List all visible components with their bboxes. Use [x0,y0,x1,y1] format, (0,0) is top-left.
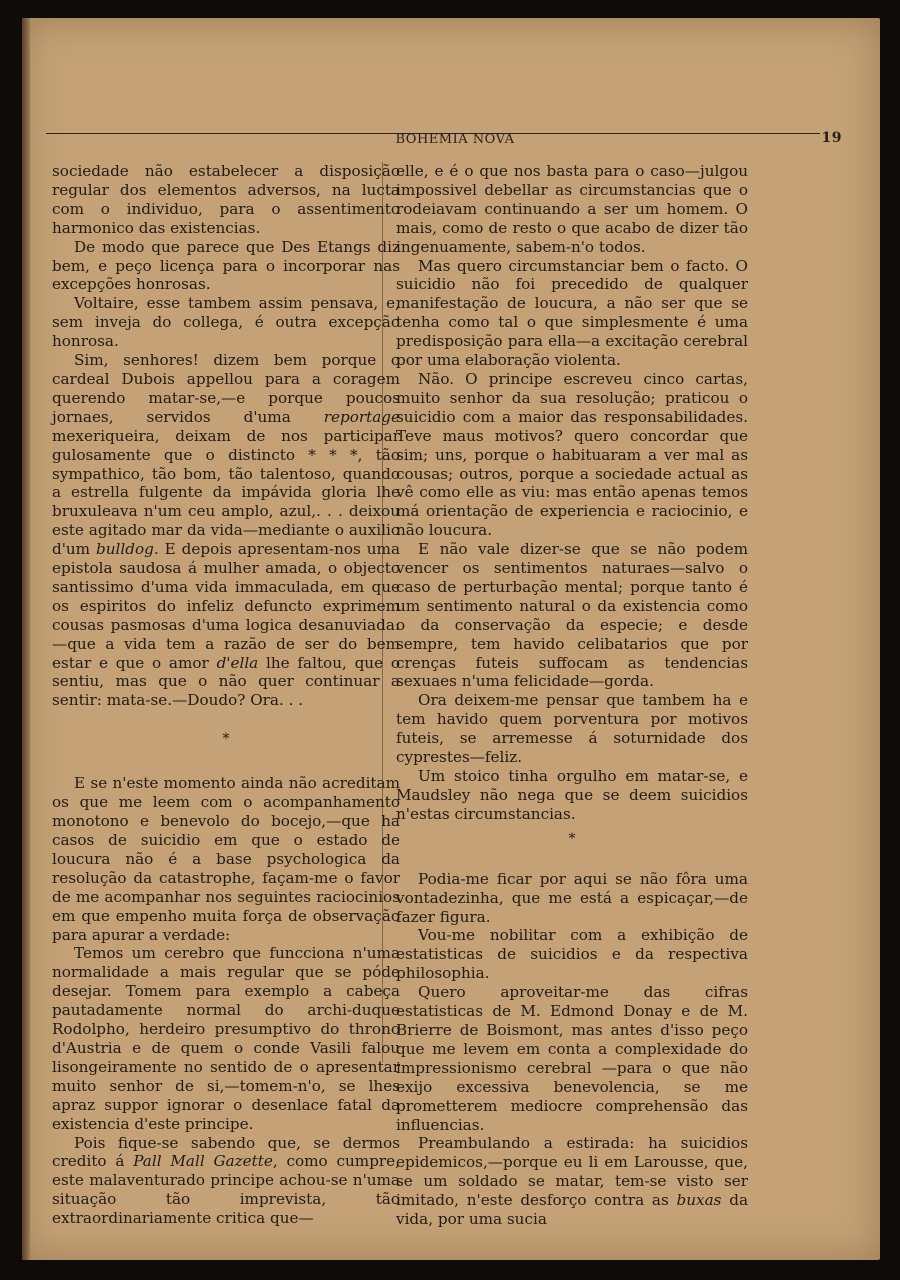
text-run: Preambulando a estirada: ha suicidios epidemicos,—porque eu li em Larousse, que, se um soldado se matar, tem-se visto ser imitado, n'este desforço contra as [396,1134,748,1210]
italic-term: buxas [676,1191,722,1210]
paragraph [52,1134,400,1229]
paragraph: Temos um cerebro que funcciona n'uma normalidade a mais regular que se póde desejar. Tomem para exemplo a cabeça pautadamente normal do archi-duque Rodolpho, herdeiro presumptivo do throno d'Austria e de quem o conde Vasili falou lisongeiramente no sentido de o apresentar muito senhor de si,—tomem-n'o, se lhes apraz suppor ignorar o desenlace fatal da existencia d'este principe. [52,944,400,1133]
paragraph: Não. O principe escreveu cinco cartas, muito senhor da sua resolução; praticou o suicidio com a maior das responsabilidades. Teve maus motivos? quero concordar que sim; uns, porque o habituaram a ver mal as cousas; outros, porque a sociedade actual as vê como elle as viu: mas então apenas temos má orientação de experiencia e raciocinio, e não loucura. [396,369,748,540]
paragraph: Ora deixem-me pensar que tambem ha e tem havido quem porventura por motivos futeis, se arremesse á soturnidade dos cyprestes—feliz. [396,691,748,767]
italic-term: d'ella [216,653,259,672]
paragraph: Podia-me ficar por aqui se não fôra uma vontadezinha, que me está a espicaçar,—de fazer figura. [396,869,748,926]
page-number: 19 [821,130,842,146]
paragraph [52,351,400,710]
right-column [396,162,748,1229]
header-rule [46,133,820,134]
running-head [68,128,842,152]
paragraph: E não vale dizer-se que se não podem vencer os sentimentos naturaes—salvo o caso de perturbação mental; porque tanto é um sentimento natural o da existencia como o da conservação da especie; e desde sempre, tem havido celibatarios que por crenças futeis suffocam as tendencias sexuaes n'uma felicidade—gorda. [396,540,748,691]
paragraph: De modo que parece que Des Etangs diz bem, e peço licença para o incorporar nas excepções honrosas. [52,237,400,294]
paragraph: Voltaire, esse tambem assim pensava, e, sem inveja do collega, é outra excepção honrosa. [52,294,400,351]
paragraph: Vou-me nobilitar com a exhibição de estatisticas de suicidios e da respectiva philosophia. [396,926,748,983]
paragraph: E se n'este momento ainda não acreditam os que me leem com o acompanhamento monotono e benevolo do bocejo,—que ha casos de suicidio em que o estado de loucura não é a base psychologica da resolução da catastrophe, façam-me o favor de me acompanhar nos seguintes raciocinios em que empenho muita força de observação para apurar a verdade: [52,774,400,944]
text-run: lhe faltou, que o sentiu, mas que o não quer continuar a sentir: mata-se.—Doudo? Ora. . . [52,653,400,710]
section-break-asterisk: * [222,731,230,748]
text-run: mexeriqueira, deixam de nos participar gulosamente que o distincto * * *, tão sympathico, tão bom, tão talentoso, quando a estrella fulgente da impávida gloria lhe bruxuleava n'um ceu amplo, azul,. . . deixou este agitado mar da vida—mediante o auxilio d'um [52,426,400,559]
paragraph: Um stoico tinha orgulho em matar-se, e Maudsley não nega que se deem suicidios n'estas circumstancias. [396,767,748,823]
journal-title: BOHEMIA NOVA [395,132,515,147]
page-gutter [22,18,30,1260]
paragraph: elle, e é o que nos basta para o caso—julgou impossivel debellar as circumstancias que o rodeiavam continuando a ser um homem. O mais, como de resto o que acabo de dizer tão ingenuamente, sabem-n'o todos. [396,162,748,256]
paragraph: sociedade não estabelecer a disposição regular dos elementos adversos, na lucta com o individuo, para o assentimento harmonico das existencias. [52,162,400,237]
left-column [52,162,400,1228]
text-run: , como cumpre, este malaventurado principe achou-se n'uma situação tão imprevista, tão extraordinariamente critica que— [52,1152,400,1228]
italic-term: reportage [323,407,400,426]
italic-term: bulldog [96,540,154,559]
text-run: . E depois apresentam-nos uma epistola saudosa á mulher amada, o objecto santissimo d'uma vida immaculada, em que os espiritos do infeliz defuncto exprimem cousas pasmosas d'uma logica desanuviada:—que a vida tem a razão de ser do bem estar e que o amor [52,540,400,672]
italic-term: Pall Mall Gazette [133,1152,273,1171]
text-run: Pois fique-se sabendo que, se dermos credito á [52,1133,400,1171]
text-run: da vida, por uma sucia [396,1191,749,1229]
text-run: Sim, senhores! dizem bem porque o cardeal Dubois appellou para a coragem querendo matar-se,—e porque poucos jornaes, servidos d'uma [52,351,400,426]
paragraph: Quero aproveitar-me das cifras estatisticas de M. Edmond Donay e de M. Brierre de Boismont, mas antes d'isso peço que me levem em conta a complexidade do impressionismo cerebral —para o que não exijo excessiva benevolencia, se me prometterem mediocre comprehensão das influencias. [396,983,748,1134]
paragraph [396,1134,748,1229]
section-break-asterisk: * [568,830,576,847]
paragraph: Mas quero circumstanciar bem o facto. O suicidio não foi precedido de qualquer manifestação de loucura, a não ser que se tenha como tal o que simplesmente é uma predisposição para ella—a excitação cerebral por uma elaboração violenta. [396,256,748,370]
